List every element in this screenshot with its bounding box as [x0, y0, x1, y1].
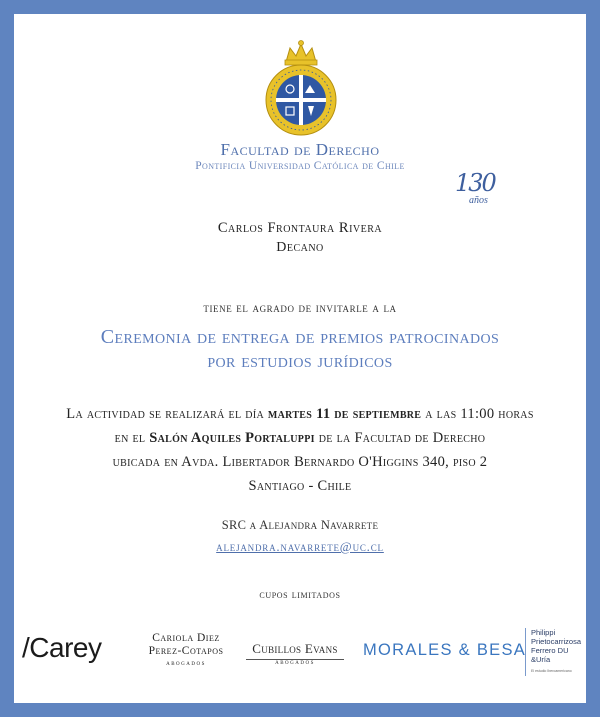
details-line3: ubicada en Avda. Libertador Bernardo O'Higgins 340, piso 2	[112, 454, 488, 470]
details-line1	[14, 402, 586, 426]
anniversary-number: 130	[455, 169, 495, 197]
philippi-line4: &Uría	[531, 655, 551, 664]
sponsor-morales-logo: MORALES & BESA	[363, 641, 527, 659]
event-title-line1: Ceremonia de entrega de premios patrocinados	[100, 326, 500, 348]
rsvp-email-wrap	[14, 538, 586, 556]
details-line1-post: a las 11:00 horas	[425, 406, 534, 422]
event-details	[14, 402, 586, 498]
event-title-line2: por estudios jurídicos	[207, 350, 393, 372]
cubillos-line2: ABOGADOS	[246, 659, 344, 666]
invitation-card	[14, 14, 586, 703]
university-seal-logo	[264, 38, 338, 142]
philippi-tagline: El estudio Iberoamericano	[531, 669, 572, 673]
host-name: Carlos Frontaura Rivera	[217, 220, 383, 236]
sponsor-cariola-logo	[134, 632, 238, 667]
cariola-line2: Perez-Cotapos	[148, 645, 224, 657]
host-title: Decano	[276, 240, 324, 255]
philippi-line3: Ferrero DU	[531, 646, 569, 655]
event-venue: Salón Aquiles Portaluppi	[149, 430, 315, 446]
invitation-intro: tiene el agrado de invitarle a la	[203, 300, 397, 315]
details-line2-pre: en el	[114, 430, 146, 446]
faculty-title: Facultad de Derecho	[220, 140, 380, 159]
university-name: Pontificia Universidad Católica de Chile	[195, 160, 405, 172]
event-date: martes 11 de septiembre	[267, 406, 422, 422]
details-line2-post: de la Facultad de Derecho	[318, 430, 486, 446]
rsvp-label: SRC a Alejandra Navarrete	[221, 518, 379, 532]
philippi-line2: Prietocarrizosa	[531, 637, 582, 646]
sponsor-philippi-logo	[525, 628, 581, 676]
anniversary-logo	[455, 169, 503, 215]
details-line2	[14, 426, 586, 450]
sponsor-cubillos-logo	[240, 641, 350, 666]
cariola-line1: Cariola Diez	[152, 632, 220, 644]
details-line4: Santiago - Chile	[248, 478, 352, 494]
anniversary-word: años	[469, 195, 488, 206]
limited-spots-notice: cupos limitados	[259, 587, 341, 601]
philippi-line1: Philippi	[531, 628, 556, 637]
cubillos-line1: Cubillos Evans	[252, 641, 338, 656]
sponsor-carey-logo: /Carey	[22, 632, 102, 663]
details-line1-pre: La actividad se realizará el día	[66, 406, 264, 422]
rsvp-email-link[interactable]: alejandra.navarrete@uc.cl	[216, 539, 384, 554]
cariola-line3: ABOGADOS	[166, 662, 206, 667]
